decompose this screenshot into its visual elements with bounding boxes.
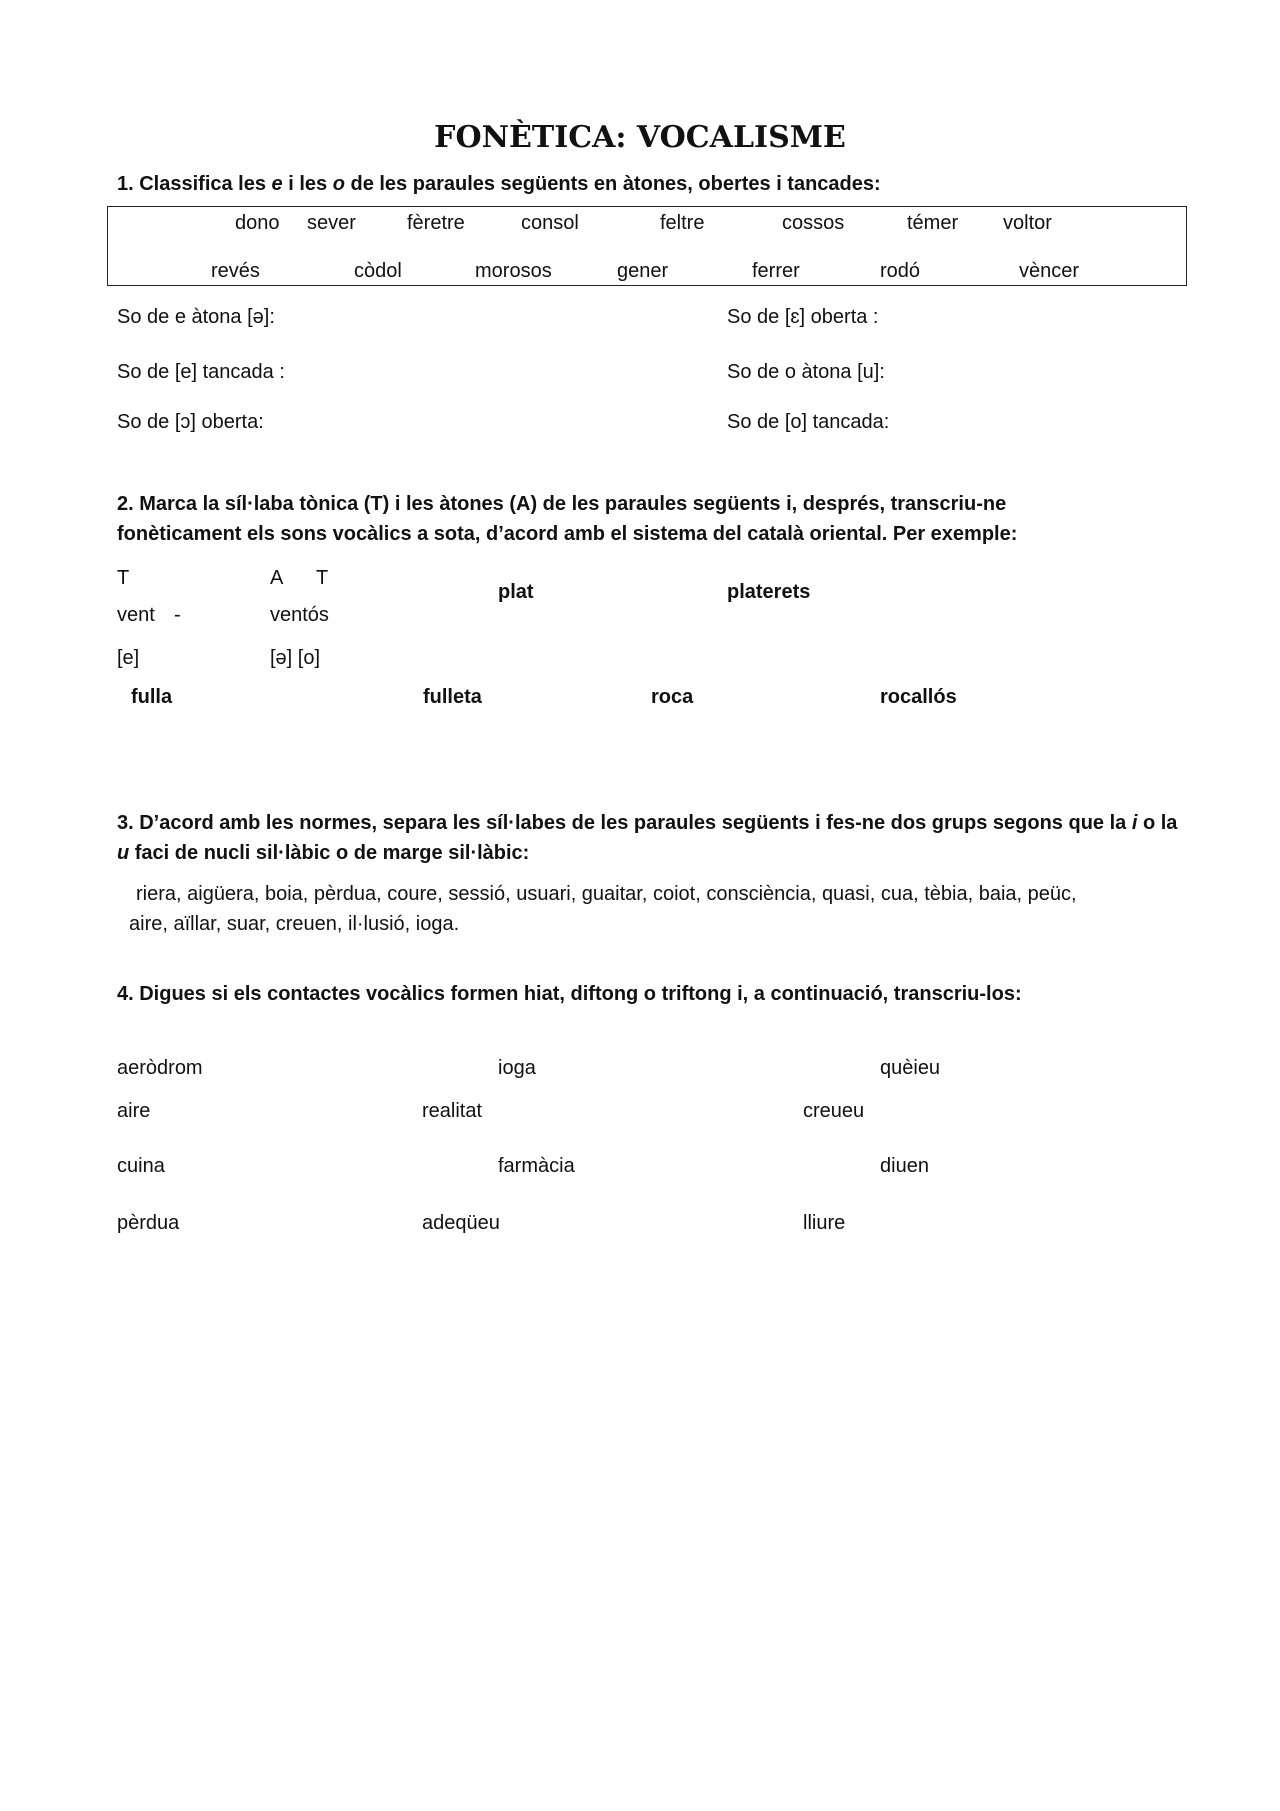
word-temer: témer — [907, 212, 959, 234]
heading-letter-u: u — [117, 842, 130, 864]
label-e-oberta: So de [ɛ] oberta : — [727, 306, 879, 328]
word-voltor: voltor — [1003, 212, 1052, 234]
word-gener: gener — [617, 260, 669, 282]
heading-text: 1. Classifica les — [117, 173, 272, 195]
word-creueu: creueu — [803, 1100, 865, 1122]
word-ferrer: ferrer — [752, 260, 800, 282]
example-atonic-mark: A — [270, 567, 284, 589]
heading-text: i les — [282, 173, 333, 195]
heading-letter-i: i — [1131, 812, 1138, 834]
word-feretre: fèretre — [407, 212, 465, 234]
word-plat: plat — [498, 581, 534, 603]
word-fulla: fulla — [131, 686, 173, 708]
exercise-2-heading-line2: fonèticament els sons vocàlics a sota, d’acord amb el sistema del català oriental. Per exemple: — [117, 523, 1018, 545]
example-dash: - — [174, 604, 181, 626]
heading-text: o la — [1137, 812, 1178, 834]
exercise-2-heading — [117, 489, 1085, 519]
heading-text: de les paraules següents en àtones, obertes i tancades: — [344, 173, 881, 195]
exercise-3-words-line2: aire, aïllar, suar, creuen, il·lusió, ioga. — [129, 913, 460, 935]
word-morosos: morosos — [475, 260, 552, 282]
example-tonic-mark-2: T — [316, 567, 329, 589]
example-word-vent: vent — [117, 604, 155, 626]
word-platerets: platerets — [727, 581, 811, 603]
heading-letter-e: e — [271, 173, 283, 195]
word-rodo: rodó — [880, 260, 921, 282]
heading-text: faci de nucli sil·làbic o de marge sil·làbic: — [129, 842, 530, 864]
word-perdua: pèrdua — [117, 1212, 180, 1234]
word-feltre: feltre — [660, 212, 705, 234]
word-adequeu: adeqüeu — [422, 1212, 500, 1234]
exercise-3-words-line1: riera, aigüera, boia, pèrdua, coure, sessió, usuari, guaitar, coiot, consciència, quasi, cua, tèbia, baia, peüc, — [136, 883, 1077, 905]
exercise-4-heading: 4. Digues si els contactes vocàlics formen hiat, diftong o triftong i, a continuació, transcriu-los: — [117, 983, 1022, 1005]
word-cuina: cuina — [117, 1155, 165, 1177]
word-lliure: lliure — [803, 1212, 846, 1234]
word-queieu: quèieu — [880, 1057, 941, 1079]
word-rocallos: rocallós — [880, 686, 957, 708]
word-cossos: cossos — [782, 212, 845, 234]
word-fulleta: fulleta — [423, 686, 482, 708]
word-vencer: vèncer — [1019, 260, 1080, 282]
label-e-atona: So de e àtona [ə]: — [117, 306, 275, 328]
word-codol: còdol — [354, 260, 402, 282]
word-diuen: diuen — [880, 1155, 929, 1177]
word-sever: sever — [307, 212, 356, 234]
word-dono: dono — [235, 212, 280, 234]
example-tonic-mark: T — [117, 567, 130, 589]
word-reves: revés — [211, 260, 260, 282]
word-realitat: realitat — [422, 1100, 483, 1122]
exercise-3-heading — [117, 808, 1187, 868]
example-word-ventos: ventós — [270, 604, 329, 626]
heading-letter-o: o — [332, 173, 345, 195]
label-e-tancada: So de [e] tancada : — [117, 361, 285, 383]
exercise-1-heading — [117, 172, 881, 196]
example-transcription-1: [e] — [117, 647, 140, 669]
word-aire: aire — [117, 1100, 151, 1122]
page-title: FONÈTICA: VOCALISME — [434, 120, 846, 155]
word-roca: roca — [651, 686, 694, 708]
label-o-oberta: So de [ɔ] oberta: — [117, 411, 264, 433]
word-ioga: ioga — [498, 1057, 536, 1079]
example-transcription-2: [ə] [o] — [270, 647, 321, 669]
word-farmacia: farmàcia — [498, 1155, 575, 1177]
label-o-atona: So de o àtona [u]: — [727, 361, 885, 383]
label-o-tancada: So de [o] tancada: — [727, 411, 890, 433]
word-aerodrom: aeròdrom — [117, 1057, 203, 1079]
heading-line: 2. Marca la síl·laba tònica (T) i les àtones (A) de les paraules següents i, després, transcriu-ne — [117, 493, 1007, 515]
word-consol: consol — [521, 212, 579, 234]
heading-text: 3. D’acord amb les normes, separa les síl·labes de les paraules següents i fes-ne dos grups segons que la — [117, 812, 1132, 834]
